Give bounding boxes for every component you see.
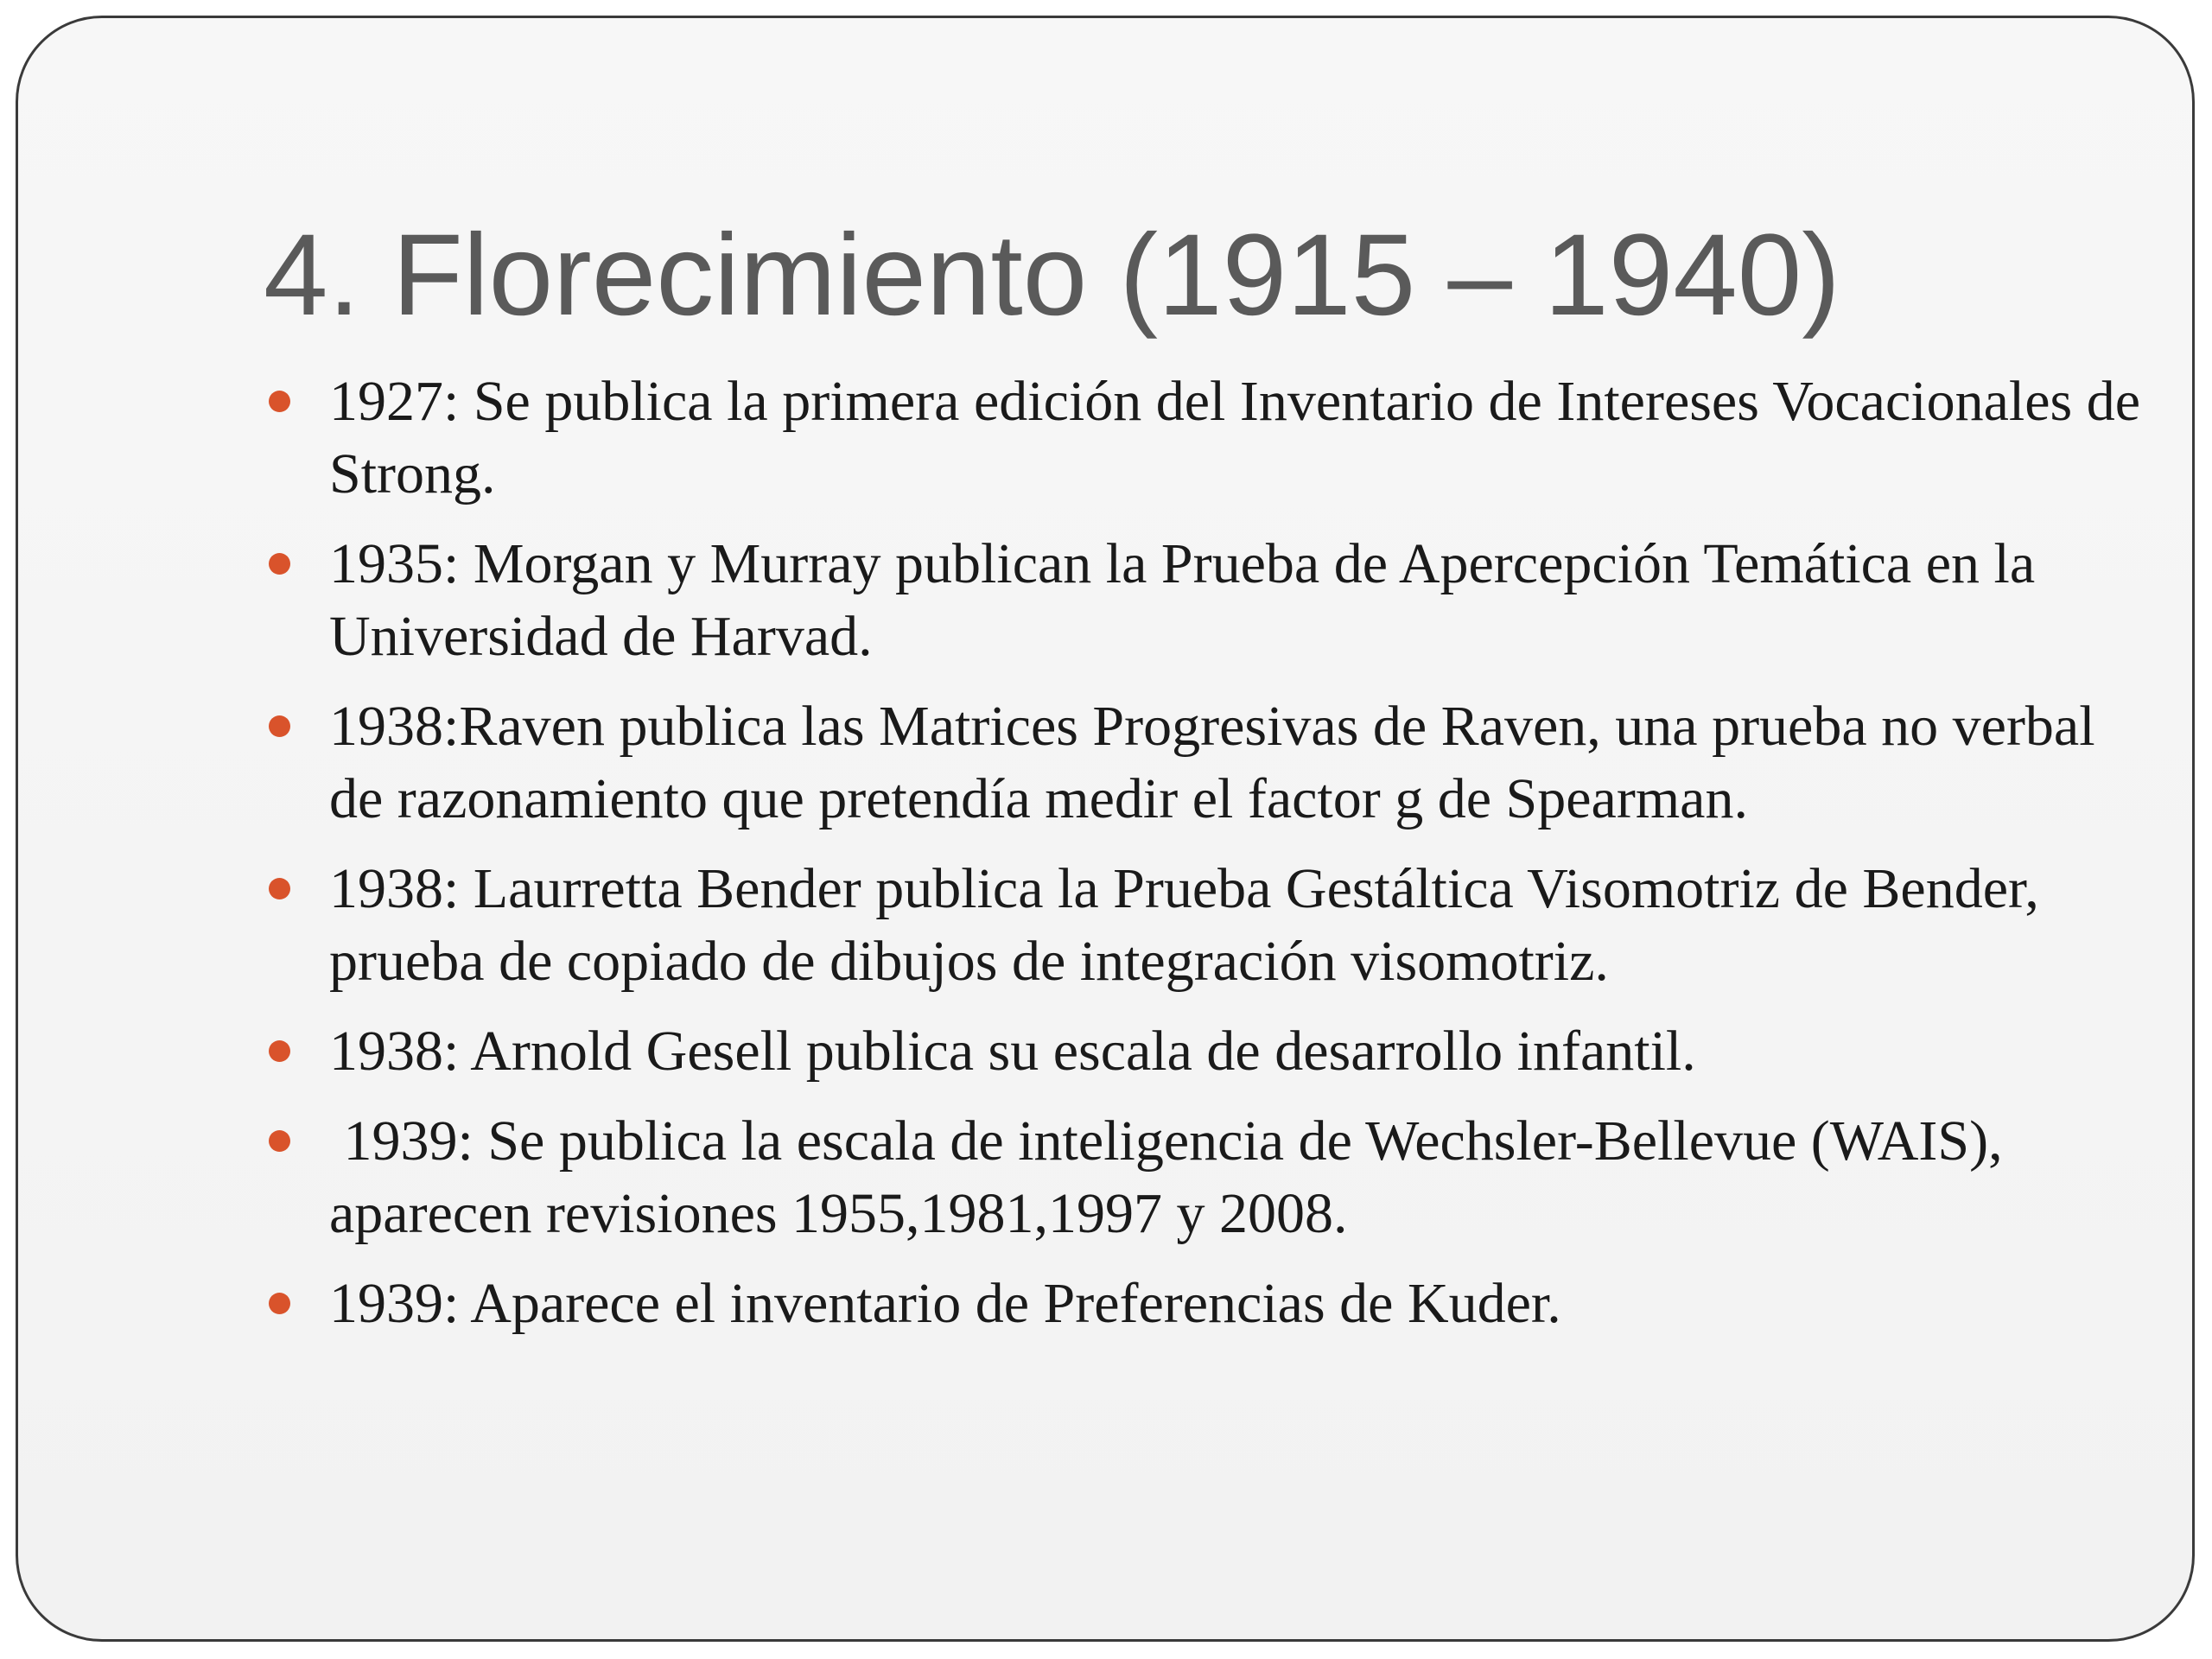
bullet-item xyxy=(264,365,2147,511)
bullet-text: 1935: Morgan y Murray publican la Prueba de Apercepción Temática en la Universidad de Harvad. xyxy=(329,532,2036,668)
bullet-text: 1939: Se publica la escala de inteligencia de Wechsler-Bellevue (WAIS), aparecen revisiones 1955,1981,1997 y 2008. xyxy=(329,1109,2018,1245)
bullet-item xyxy=(264,690,2147,836)
bullet-text: 1927: Se publica la primera edición del Inventario de Intereses Vocacionales de Strong. xyxy=(329,370,2140,505)
slide xyxy=(16,16,2195,1642)
bullet-dot-icon xyxy=(269,878,290,899)
bullet-dot-icon xyxy=(269,553,290,575)
bullet-item xyxy=(264,1015,2147,1088)
bullet-dot-icon xyxy=(269,1130,290,1152)
bullet-item xyxy=(264,1268,2147,1340)
bullet-text: 1938: Arnold Gesell publica su escala de desarrollo infantil. xyxy=(329,1020,1696,1083)
bullet-dot-icon xyxy=(269,715,290,737)
bullet-dot-icon xyxy=(269,1040,290,1062)
bullet-item xyxy=(264,853,2147,998)
bullet-list xyxy=(264,365,2147,1357)
bullet-dot-icon xyxy=(269,1293,290,1314)
bullet-text: 1938: Laurretta Bender publica la Prueba Gestáltica Visomotriz de Bender, prueba de copiado de dibujos de integración visomotriz. xyxy=(329,857,2039,993)
bullet-item xyxy=(264,1105,2147,1250)
bullet-item xyxy=(264,528,2147,673)
bullet-text: 1938:Raven publica las Matrices Progresivas de Raven, una prueba no verbal de razonamiento que pretendía medir el factor g de Spearman. xyxy=(329,695,2095,830)
bullet-dot-icon xyxy=(269,391,290,412)
slide-title: 4. Florecimiento (1915 – 1940) xyxy=(264,211,1840,340)
bullet-text: 1939: Aparece el inventario de Preferencias de Kuder. xyxy=(329,1272,1561,1335)
